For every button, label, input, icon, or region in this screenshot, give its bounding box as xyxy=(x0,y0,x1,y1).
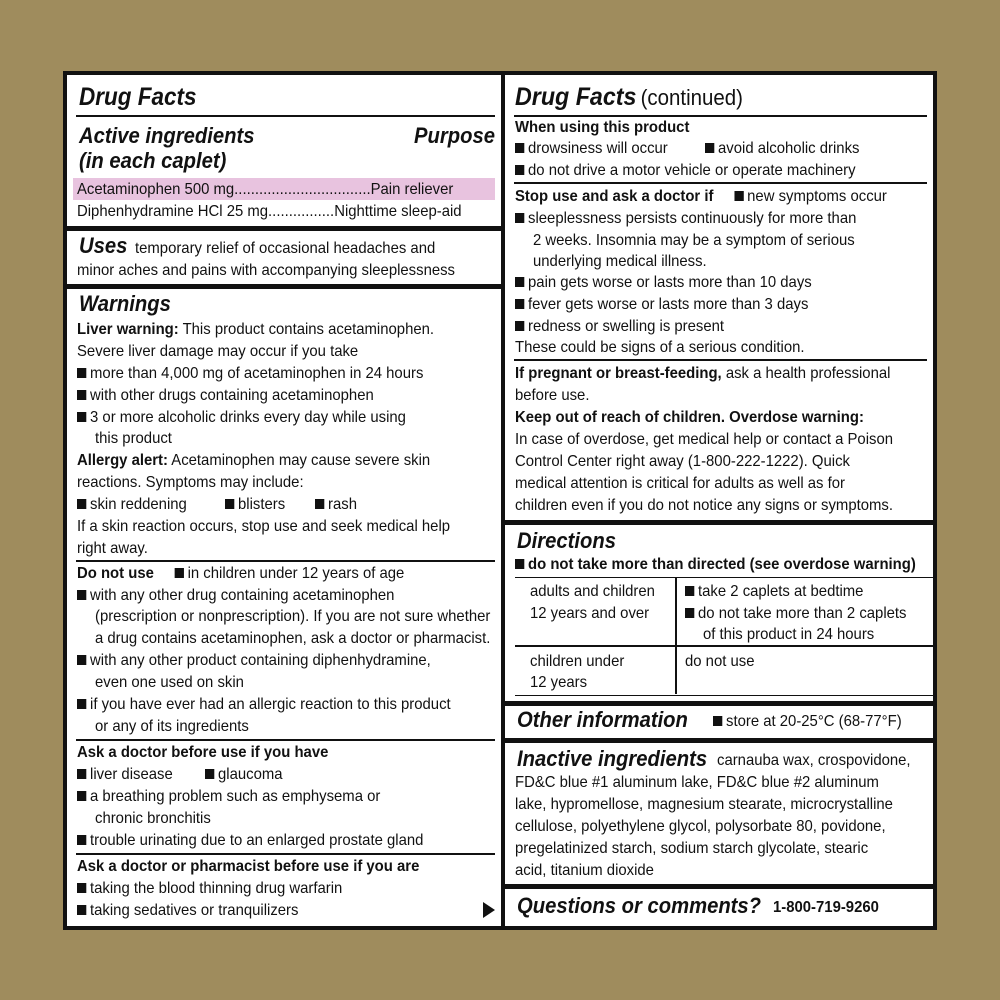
square-bullet-icon xyxy=(713,716,722,726)
warning-bullet: more than 4,000 mg of acetaminophen in 24 hours xyxy=(90,365,424,382)
square-bullet-icon xyxy=(77,699,86,709)
dir-instruction: do not take more than 2 caplets xyxy=(698,605,907,622)
overdose-text: In case of overdose, get medical help or contact a Poison xyxy=(515,431,894,448)
dir-age-group: 12 years xyxy=(530,674,588,691)
inactive-ingredients-text: lake, hypromellose, magnesium stearate, microcrystalline xyxy=(515,796,893,813)
ingredient-acetaminophen: Acetaminophen 500 mg.................................Pain reliever xyxy=(77,181,454,198)
square-bullet-icon xyxy=(77,769,86,779)
square-bullet-icon xyxy=(205,769,214,779)
divider xyxy=(514,182,927,184)
square-bullet-icon xyxy=(515,213,524,223)
do-not-use-bullet: in children under 12 years of age xyxy=(187,565,405,582)
continued-label: (continued) xyxy=(640,85,743,110)
square-bullet-icon xyxy=(734,191,743,201)
section-bar xyxy=(67,226,501,231)
dir-instruction-cont: of this product in 24 hours xyxy=(703,626,875,643)
pregnant-text: before use. xyxy=(515,387,590,404)
questions-phone: 1-800-719-9260 xyxy=(773,899,879,916)
drug-facts-left-panel xyxy=(63,71,505,930)
table-divider xyxy=(675,577,677,694)
allergy-alert-text: reactions. Symptoms may include: xyxy=(77,474,304,491)
square-bullet-icon xyxy=(515,143,524,153)
do-not-use-bullet: if you have ever had an allergic reaction to this product xyxy=(90,696,451,713)
symptom: blisters xyxy=(238,496,286,513)
stop-use-bullet: redness or swelling is present xyxy=(528,318,725,335)
ask-doctor-heading: Ask a doctor before use if you have xyxy=(77,744,329,761)
divider xyxy=(76,115,495,117)
do-not-use-bullet-cont: or any of its ingredients xyxy=(95,718,249,735)
square-bullet-icon xyxy=(77,835,86,845)
allergy-alert-text: Acetaminophen may cause severe skin xyxy=(171,452,431,469)
square-bullet-icon xyxy=(77,791,86,801)
drug-facts-title: Drug Facts xyxy=(79,83,197,111)
purpose-heading: Purpose xyxy=(414,123,495,148)
skin-reaction-text: right away. xyxy=(77,540,148,557)
dir-instruction: do not use xyxy=(685,653,755,670)
drug-facts-title-continued: Drug Facts xyxy=(515,83,637,111)
liver-warning-text: This product contains acetaminophen. xyxy=(182,321,435,338)
square-bullet-icon xyxy=(515,299,524,309)
ask-doctor-bullet: liver disease xyxy=(90,766,173,783)
dir-age-group: 12 years and over xyxy=(530,605,650,622)
active-ingredients-heading: Active ingredients xyxy=(79,123,255,148)
ask-doctor-bullet: trouble urinating due to an enlarged prostate gland xyxy=(90,832,424,849)
when-using-bullet: drowsiness will occur xyxy=(528,140,668,157)
uses-text: temporary relief of occasional headaches and xyxy=(135,240,436,257)
square-bullet-icon xyxy=(515,277,524,287)
section-bar xyxy=(67,284,501,289)
ask-pharmacist-heading: Ask a doctor or pharmacist before use if you are xyxy=(77,858,420,875)
square-bullet-icon xyxy=(705,143,714,153)
pregnant-label: If pregnant or breast-feeding, xyxy=(515,365,722,382)
symptom: skin reddening xyxy=(90,496,187,513)
square-bullet-icon xyxy=(77,412,86,422)
active-ingredients-subheading: (in each caplet) xyxy=(79,148,227,173)
square-bullet-icon xyxy=(77,655,86,665)
liver-warning-text: Severe liver damage may occur if you take xyxy=(77,343,359,360)
square-bullet-icon xyxy=(515,559,524,569)
overdose-text: Control Center right away (1-800-222-1222). Quick xyxy=(515,453,850,470)
ask-doctor-bullet: glaucoma xyxy=(218,766,283,783)
do-not-use-bullet-cont: a drug contains acetaminophen, ask a doctor or pharmacist. xyxy=(95,630,491,647)
table-divider xyxy=(515,645,937,647)
section-bar xyxy=(505,738,933,743)
uses-heading: Uses xyxy=(79,233,128,258)
warnings-heading: Warnings xyxy=(79,291,171,316)
stop-use-bullet: pain gets worse or lasts more than 10 days xyxy=(528,274,812,291)
questions-heading: Questions or comments? xyxy=(517,893,762,918)
liver-warning-label: Liver warning: xyxy=(77,321,179,338)
inactive-ingredients-heading: Inactive ingredients xyxy=(517,746,708,771)
square-bullet-icon xyxy=(685,608,694,618)
uses-text: minor aches and pains with accompanying sleeplessness xyxy=(77,262,456,279)
overdose-text: children even if you do not notice any signs or symptoms. xyxy=(515,497,893,514)
stop-use-heading: Stop use and ask a doctor if xyxy=(515,188,714,205)
square-bullet-icon xyxy=(77,883,86,893)
section-bar xyxy=(505,520,933,525)
square-bullet-icon xyxy=(225,499,234,509)
do-not-use-bullet: with any other product containing diphenhydramine, xyxy=(90,652,431,669)
square-bullet-icon xyxy=(77,390,86,400)
overdose-text: medical attention is critical for adults as well as for xyxy=(515,475,845,492)
do-not-use-bullet-cont: even one used on skin xyxy=(95,674,244,691)
square-bullet-icon xyxy=(315,499,324,509)
dir-age-group: children under xyxy=(530,653,625,670)
skin-reaction-text: If a skin reaction occurs, stop use and seek medical help xyxy=(77,518,451,535)
square-bullet-icon xyxy=(77,905,86,915)
square-bullet-icon xyxy=(175,568,184,578)
storage-text: store at 20-25°C (68-77°F) xyxy=(726,713,902,730)
pregnant-text: ask a health professional xyxy=(725,365,891,382)
square-bullet-icon xyxy=(77,590,86,600)
symptom: rash xyxy=(328,496,357,513)
continue-arrow-icon xyxy=(483,902,495,918)
inactive-ingredients-text: carnauba wax, crospovidone, xyxy=(717,752,911,769)
directions-lead: do not take more than directed (see overdose warning) xyxy=(528,556,916,573)
warning-bullet: 3 or more alcoholic drinks every day while using xyxy=(90,409,406,426)
warning-bullet: with other drugs containing acetaminophen xyxy=(90,387,374,404)
stop-use-bullet-cont: 2 weeks. Insomnia may be a symptom of serious xyxy=(533,232,855,249)
do-not-use-bullet-cont: (prescription or nonprescription). If you are not sure whether xyxy=(95,608,491,625)
stop-use-bullet: sleeplessness persists continuously for more than xyxy=(528,210,857,227)
when-using-bullet: avoid alcoholic drinks xyxy=(718,140,860,157)
inactive-ingredients-text: cellulose, polyethylene glycol, polysorbate 80, povidone, xyxy=(515,818,886,835)
dir-age-group: adults and children xyxy=(530,583,655,600)
divider xyxy=(514,359,927,361)
section-bar xyxy=(505,884,933,889)
square-bullet-icon xyxy=(77,368,86,378)
divider xyxy=(76,560,495,562)
directions-heading: Directions xyxy=(517,528,616,553)
stop-use-bullet-cont: underlying medical illness. xyxy=(533,253,707,270)
inactive-ingredients-text: pregelatinized starch, sodium starch glycolate, stearic xyxy=(515,840,869,857)
stop-use-note: These could be signs of a serious condition. xyxy=(515,339,805,356)
stop-use-bullet: new symptoms occur xyxy=(747,188,887,205)
divider xyxy=(76,739,495,741)
inactive-ingredients-text: FD&C blue #1 aluminum lake, FD&C blue #2 aluminum xyxy=(515,774,879,791)
ingredient-diphenhydramine: Diphenhydramine HCl 25 mg................Nighttime sleep-aid xyxy=(77,203,462,220)
other-information-heading: Other information xyxy=(517,707,688,732)
dir-instruction: take 2 caplets at bedtime xyxy=(698,583,864,600)
ask-doctor-bullet: a breathing problem such as emphysema or xyxy=(90,788,381,805)
ask-pharmacist-bullet: taking the blood thinning drug warfarin xyxy=(90,880,343,897)
square-bullet-icon xyxy=(515,321,524,331)
warning-bullet-cont: this product xyxy=(95,430,172,447)
ask-doctor-bullet-cont: chronic bronchitis xyxy=(95,810,211,827)
divider xyxy=(76,853,495,855)
square-bullet-icon xyxy=(685,586,694,596)
ask-pharmacist-bullet: taking sedatives or tranquilizers xyxy=(90,902,299,919)
do-not-use-bullet: with any other drug containing acetaminophen xyxy=(90,587,395,604)
square-bullet-icon xyxy=(515,165,524,175)
keep-out-heading: Keep out of reach of children. Overdose warning: xyxy=(515,409,864,426)
do-not-use-label: Do not use xyxy=(77,565,154,582)
square-bullet-icon xyxy=(77,499,86,509)
when-using-bullet: do not drive a motor vehicle or operate machinery xyxy=(528,162,856,179)
stop-use-bullet: fever gets worse or lasts more than 3 days xyxy=(528,296,809,313)
allergy-alert-label: Allergy alert: xyxy=(77,452,168,469)
when-using-heading: When using this product xyxy=(515,119,690,136)
inactive-ingredients-text: acid, titanium dioxide xyxy=(515,862,654,879)
section-bar xyxy=(505,701,933,706)
drug-facts-right-panel xyxy=(501,71,937,930)
